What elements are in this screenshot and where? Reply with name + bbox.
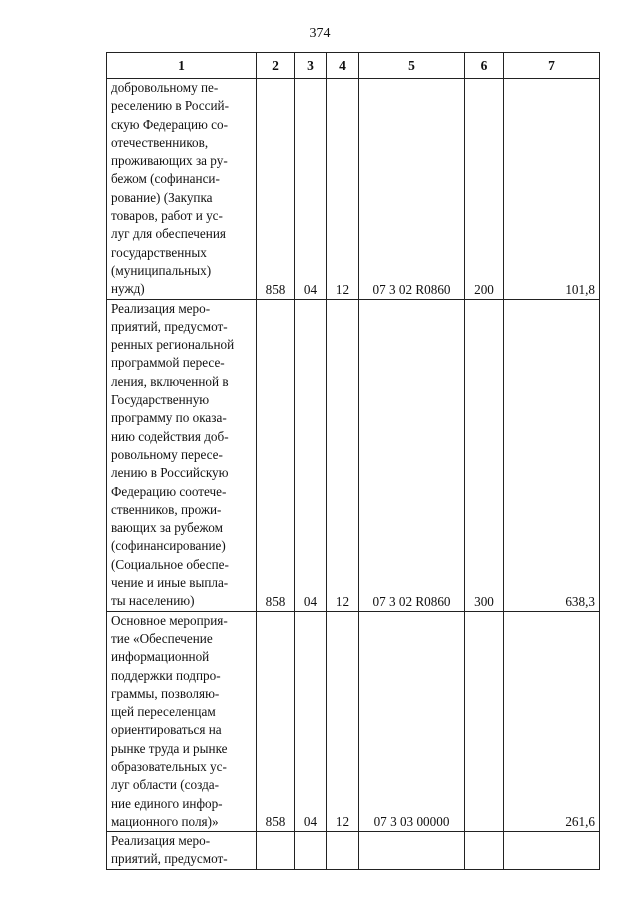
header-col-7: 7 [504, 53, 600, 79]
row-section-code [295, 832, 327, 870]
row-subsection-code: 12 [327, 299, 359, 611]
row-amount [504, 832, 600, 870]
row-amount: 261,6 [504, 611, 600, 832]
row-subsection-code: 12 [327, 611, 359, 832]
row-subsection-code: 12 [327, 79, 359, 300]
page-number: 374 [309, 26, 331, 41]
row-ministry-code: 858 [257, 299, 295, 611]
table-row [107, 79, 600, 300]
row-target-article: 07 3 02 R0860 [359, 79, 465, 300]
row-amount: 638,3 [504, 299, 600, 611]
row-target-article: 07 3 03 00000 [359, 611, 465, 832]
row-description: Основное мероприя- тие «Обеспечение информационной поддержки подпро- граммы, позволяю- щей переселенцам ориентироваться на рынке труда и рынке образовательных ус- луг области (созда- ние единого инфор- мационного поля)» [107, 611, 257, 832]
header-col-3: 3 [295, 53, 327, 79]
row-ministry-code [257, 832, 295, 870]
row-ministry-code: 858 [257, 611, 295, 832]
row-section-code: 04 [295, 611, 327, 832]
table-row [107, 832, 600, 870]
row-expense-type [465, 611, 504, 832]
row-expense-type: 300 [465, 299, 504, 611]
row-expense-type [465, 832, 504, 870]
row-subsection-code [327, 832, 359, 870]
row-amount: 101,8 [504, 79, 600, 300]
table-row [107, 611, 600, 832]
row-ministry-code: 858 [257, 79, 295, 300]
row-target-article: 07 3 02 R0860 [359, 299, 465, 611]
header-col-6: 6 [465, 53, 504, 79]
table-row [107, 299, 600, 611]
row-target-article [359, 832, 465, 870]
row-section-code: 04 [295, 299, 327, 611]
row-description: Реализация меро- приятий, предусмот- [107, 832, 257, 870]
row-expense-type: 200 [465, 79, 504, 300]
row-section-code: 04 [295, 79, 327, 300]
header-col-1: 1 [107, 53, 257, 79]
row-description: добровольному пе- реселению в Россий- скую Федерацию со- отечественников, проживающих за ру- бежом (софинанси- рование) (Закупка товаров, работ и ус- луг для обеспечения государственных (муниципальных) нужд) [107, 79, 257, 300]
row-description: Реализация меро- приятий, предусмот- ренных региональной программой пересе- ления, включенной в Государственную программу по оказа- нию содействия доб- ровольному пересе- лению в Российскую Федерацию соотече- ственников, прожи- вающих за рубежом (софинансирование) (Социальное обеспе- чение и иные выпла- ты населению) [107, 299, 257, 611]
header-col-2: 2 [257, 53, 295, 79]
budget-table [106, 52, 600, 870]
header-col-5: 5 [359, 53, 465, 79]
table-header-row [107, 53, 600, 79]
header-col-4: 4 [327, 53, 359, 79]
